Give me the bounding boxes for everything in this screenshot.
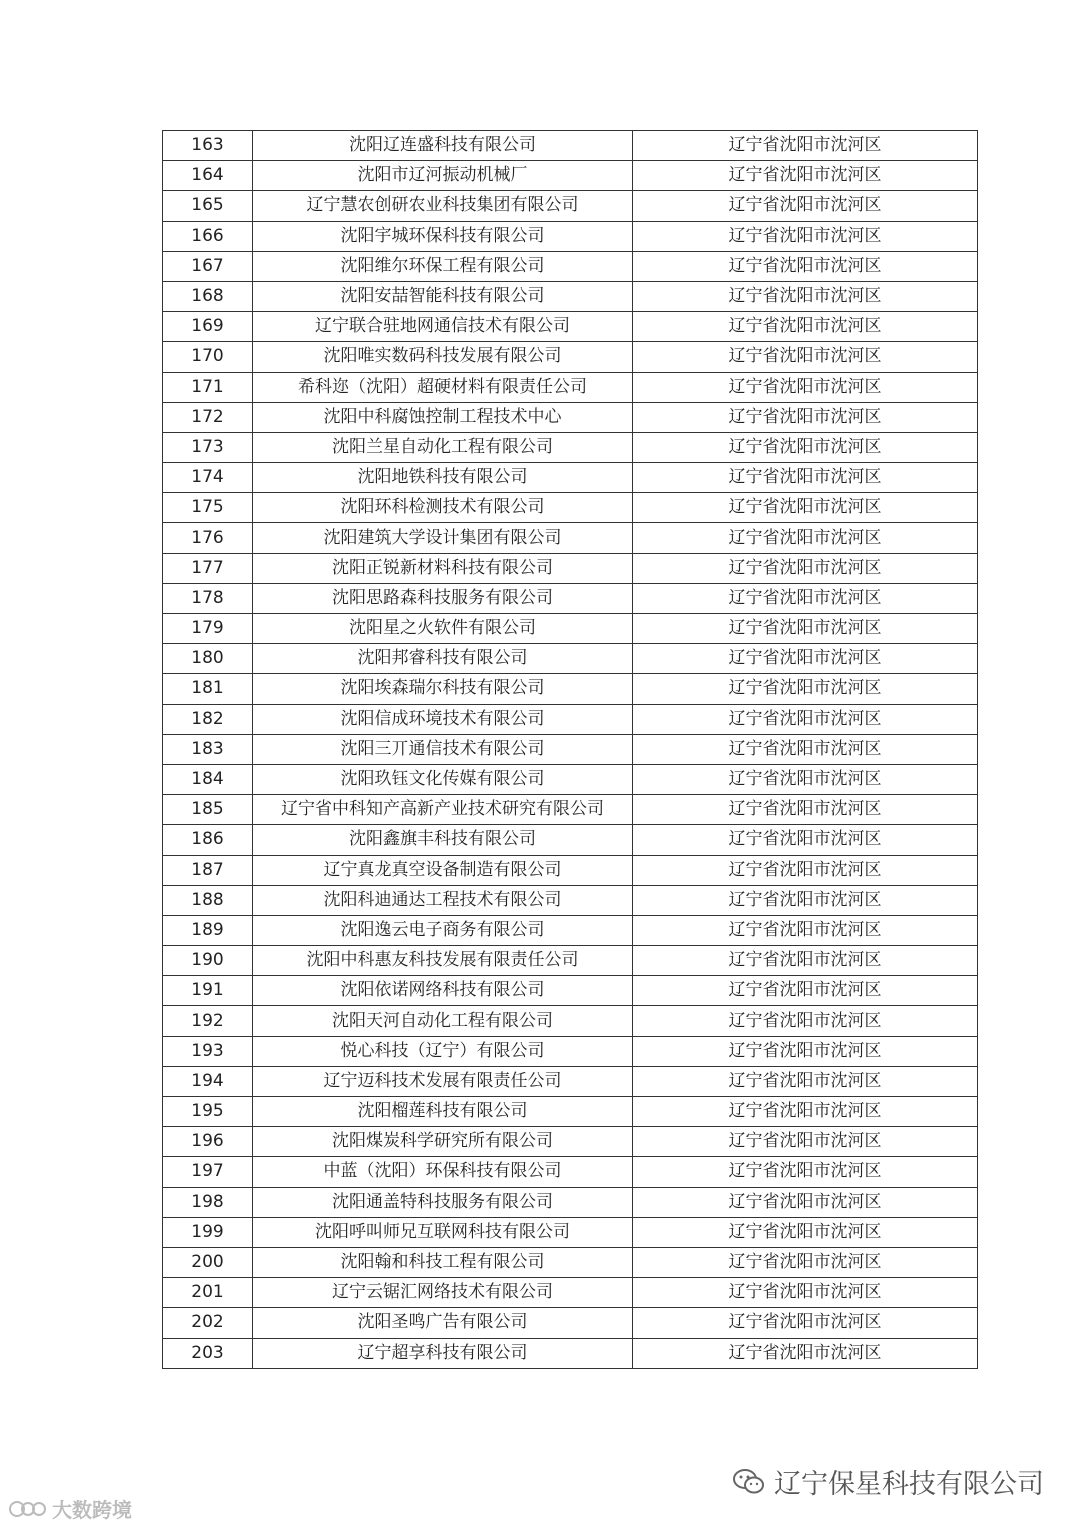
company-region: 辽宁省沈阳市沈河区 [633,1006,978,1036]
table-row [163,583,978,613]
company-region: 辽宁省沈阳市沈河区 [633,432,978,462]
company-region: 辽宁省沈阳市沈河区 [633,312,978,342]
company-region: 辽宁省沈阳市沈河区 [633,614,978,644]
watermark-left-text: 大数跨境 [52,1498,132,1522]
table-row [163,1066,978,1096]
company-name: 沈阳星之火软件有限公司 [253,614,633,644]
company-region: 辽宁省沈阳市沈河区 [633,463,978,493]
table-row [163,1097,978,1127]
company-region: 辽宁省沈阳市沈河区 [633,1338,978,1368]
company-name: 悦心科技（辽宁）有限公司 [253,1036,633,1066]
company-name: 沈阳中科腐蚀控制工程技术中心 [253,402,633,432]
company-region: 辽宁省沈阳市沈河区 [633,1157,978,1187]
table-row [163,191,978,221]
company-region: 辽宁省沈阳市沈河区 [633,402,978,432]
company-region: 辽宁省沈阳市沈河区 [633,342,978,372]
row-number: 202 [163,1308,253,1338]
table-row [163,553,978,583]
table-row [163,1217,978,1247]
table-row [163,463,978,493]
company-name: 沈阳圣鸣广告有限公司 [253,1308,633,1338]
row-number: 186 [163,825,253,855]
table-row [163,1036,978,1066]
row-number: 177 [163,553,253,583]
row-number: 190 [163,946,253,976]
row-number: 196 [163,1127,253,1157]
company-name: 沈阳兰星自动化工程有限公司 [253,432,633,462]
company-region: 辽宁省沈阳市沈河区 [633,1036,978,1066]
row-number: 198 [163,1187,253,1217]
wechat-icon [732,1467,766,1497]
table-row [163,855,978,885]
company-name: 沈阳玖钰文化传媒有限公司 [253,764,633,794]
company-name: 沈阳榴莲科技有限公司 [253,1097,633,1127]
row-number: 187 [163,855,253,885]
company-name: 沈阳三丌通信技术有限公司 [253,734,633,764]
company-name: 沈阳辽连盛科技有限公司 [253,131,633,161]
table-row [163,342,978,372]
table-row [163,1338,978,1368]
row-number: 164 [163,161,253,191]
company-region: 辽宁省沈阳市沈河区 [633,734,978,764]
row-number: 193 [163,1036,253,1066]
table-row [163,825,978,855]
company-name: 沈阳建筑大学设计集团有限公司 [253,523,633,553]
row-number: 173 [163,432,253,462]
watermark-left [8,1494,132,1523]
company-name: 沈阳科迪通达工程技术有限公司 [253,885,633,915]
company-name: 沈阳通盖特科技服务有限公司 [253,1187,633,1217]
table-row [163,523,978,553]
company-region: 辽宁省沈阳市沈河区 [633,644,978,674]
row-number: 170 [163,342,253,372]
row-number: 199 [163,1217,253,1247]
row-number: 195 [163,1097,253,1127]
company-region: 辽宁省沈阳市沈河区 [633,1247,978,1277]
company-name: 沈阳正锐新材料科技有限公司 [253,553,633,583]
company-region: 辽宁省沈阳市沈河区 [633,795,978,825]
company-region: 辽宁省沈阳市沈河区 [633,915,978,945]
company-region: 辽宁省沈阳市沈河区 [633,493,978,523]
company-region: 辽宁省沈阳市沈河区 [633,1127,978,1157]
table-row [163,1247,978,1277]
company-region: 辽宁省沈阳市沈河区 [633,1278,978,1308]
table-row [163,795,978,825]
row-number: 182 [163,704,253,734]
table-row [163,1157,978,1187]
company-region: 辽宁省沈阳市沈河区 [633,161,978,191]
row-number: 172 [163,402,253,432]
company-region: 辽宁省沈阳市沈河区 [633,131,978,161]
company-table [162,130,978,1369]
row-number: 165 [163,191,253,221]
table-row [163,976,978,1006]
logo-icon [8,1498,48,1520]
table-row [163,493,978,523]
company-region: 辽宁省沈阳市沈河区 [633,704,978,734]
company-name: 沈阳呼叫师兄互联网科技有限公司 [253,1217,633,1247]
watermark-right [732,1462,1044,1501]
table-row [163,432,978,462]
table-row [163,1187,978,1217]
company-name: 沈阳逸云电子商务有限公司 [253,915,633,945]
company-name: 沈阳安喆智能科技有限公司 [253,281,633,311]
company-name: 沈阳埃森瑞尔科技有限公司 [253,674,633,704]
company-name: 沈阳翰和科技工程有限公司 [253,1247,633,1277]
table-row [163,131,978,161]
row-number: 185 [163,795,253,825]
company-name: 辽宁迈科技术发展有限责任公司 [253,1066,633,1096]
table-row [163,1278,978,1308]
row-number: 181 [163,674,253,704]
row-number: 192 [163,1006,253,1036]
company-name: 辽宁超享科技有限公司 [253,1338,633,1368]
row-number: 183 [163,734,253,764]
company-region: 辽宁省沈阳市沈河区 [633,976,978,1006]
table-row [163,312,978,342]
company-name: 辽宁真龙真空设备制造有限公司 [253,855,633,885]
row-number: 175 [163,493,253,523]
row-number: 166 [163,221,253,251]
company-name: 辽宁慧农创研农业科技集团有限公司 [253,191,633,221]
company-region: 辽宁省沈阳市沈河区 [633,674,978,704]
company-region: 辽宁省沈阳市沈河区 [633,372,978,402]
row-number: 168 [163,281,253,311]
company-region: 辽宁省沈阳市沈河区 [633,191,978,221]
company-name: 沈阳环科检测技术有限公司 [253,493,633,523]
table-row [163,281,978,311]
table-row [163,764,978,794]
company-region: 辽宁省沈阳市沈河区 [633,281,978,311]
table-row [163,1127,978,1157]
company-name: 沈阳邦睿科技有限公司 [253,644,633,674]
company-region: 辽宁省沈阳市沈河区 [633,1187,978,1217]
table-row [163,161,978,191]
company-region: 辽宁省沈阳市沈河区 [633,523,978,553]
company-region: 辽宁省沈阳市沈河区 [633,1308,978,1338]
company-region: 辽宁省沈阳市沈河区 [633,855,978,885]
row-number: 191 [163,976,253,1006]
company-name: 辽宁云锯汇网络技术有限公司 [253,1278,633,1308]
company-name: 希科迩（沈阳）超硬材料有限责任公司 [253,372,633,402]
row-number: 189 [163,915,253,945]
row-number: 180 [163,644,253,674]
company-region: 辽宁省沈阳市沈河区 [633,221,978,251]
row-number: 194 [163,1066,253,1096]
company-name: 沈阳依诺网络科技有限公司 [253,976,633,1006]
company-name: 沈阳唯实数码科技发展有限公司 [253,342,633,372]
company-region: 辽宁省沈阳市沈河区 [633,764,978,794]
company-name: 中蓝（沈阳）环保科技有限公司 [253,1157,633,1187]
company-name: 沈阳市辽河振动机械厂 [253,161,633,191]
table-row [163,402,978,432]
row-number: 174 [163,463,253,493]
row-number: 200 [163,1247,253,1277]
company-region: 辽宁省沈阳市沈河区 [633,583,978,613]
company-name: 沈阳信成环境技术有限公司 [253,704,633,734]
row-number: 184 [163,764,253,794]
company-region: 辽宁省沈阳市沈河区 [633,825,978,855]
company-name: 沈阳宇城环保科技有限公司 [253,221,633,251]
company-name: 沈阳煤炭科学研究所有限公司 [253,1127,633,1157]
company-name: 辽宁联合驻地网通信技术有限公司 [253,312,633,342]
table-row [163,915,978,945]
company-name: 沈阳中科惠友科技发展有限责任公司 [253,946,633,976]
table-row [163,704,978,734]
row-number: 178 [163,583,253,613]
company-region: 辽宁省沈阳市沈河区 [633,885,978,915]
table-row [163,614,978,644]
company-region: 辽宁省沈阳市沈河区 [633,1066,978,1096]
row-number: 203 [163,1338,253,1368]
company-region: 辽宁省沈阳市沈河区 [633,1097,978,1127]
row-number: 163 [163,131,253,161]
table-row [163,1308,978,1338]
company-name: 沈阳天河自动化工程有限公司 [253,1006,633,1036]
table-row [163,251,978,281]
table-row [163,734,978,764]
company-table-body [163,131,978,1369]
company-region: 辽宁省沈阳市沈河区 [633,553,978,583]
company-name: 沈阳鑫旗丰科技有限公司 [253,825,633,855]
table-row [163,644,978,674]
row-number: 188 [163,885,253,915]
row-number: 167 [163,251,253,281]
company-name: 沈阳地铁科技有限公司 [253,463,633,493]
company-name: 沈阳思路森科技服务有限公司 [253,583,633,613]
row-number: 197 [163,1157,253,1187]
row-number: 171 [163,372,253,402]
row-number: 176 [163,523,253,553]
table-row [163,885,978,915]
table-row [163,946,978,976]
watermark-right-text: 辽宁保星科技有限公司 [774,1469,1044,1500]
row-number: 179 [163,614,253,644]
row-number: 169 [163,312,253,342]
table-row [163,221,978,251]
table-row [163,674,978,704]
company-region: 辽宁省沈阳市沈河区 [633,1217,978,1247]
row-number: 201 [163,1278,253,1308]
company-name: 沈阳维尔环保工程有限公司 [253,251,633,281]
company-region: 辽宁省沈阳市沈河区 [633,946,978,976]
company-name: 辽宁省中科知产高新产业技术研究有限公司 [253,795,633,825]
table-row [163,372,978,402]
table-row [163,1006,978,1036]
company-region: 辽宁省沈阳市沈河区 [633,251,978,281]
